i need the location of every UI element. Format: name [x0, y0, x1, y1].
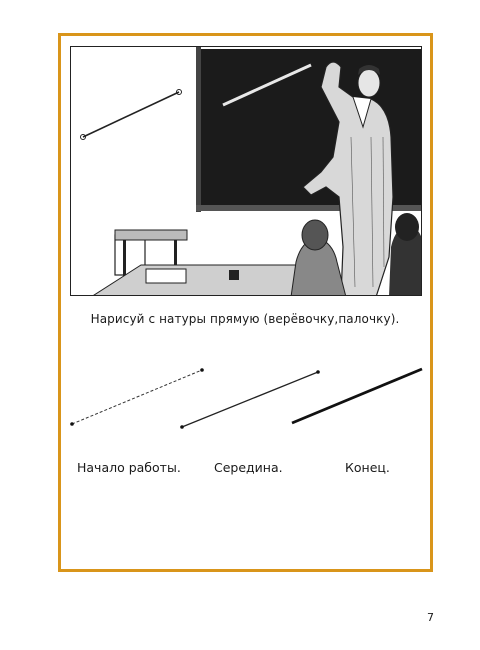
drawing-stages	[60, 352, 430, 442]
stage-start-line	[70, 368, 204, 426]
stage-label-start: Начало работы.	[77, 460, 181, 475]
stage-label-middle: Середина.	[214, 460, 283, 475]
stage-end-line	[292, 369, 422, 423]
exercise-caption: Нарисуй с натуры прямую (верёвочку,палочку).	[90, 312, 400, 326]
stage-label-end: Конец.	[345, 460, 390, 475]
classroom-illustration	[70, 46, 422, 296]
page-number: 7	[427, 611, 434, 624]
